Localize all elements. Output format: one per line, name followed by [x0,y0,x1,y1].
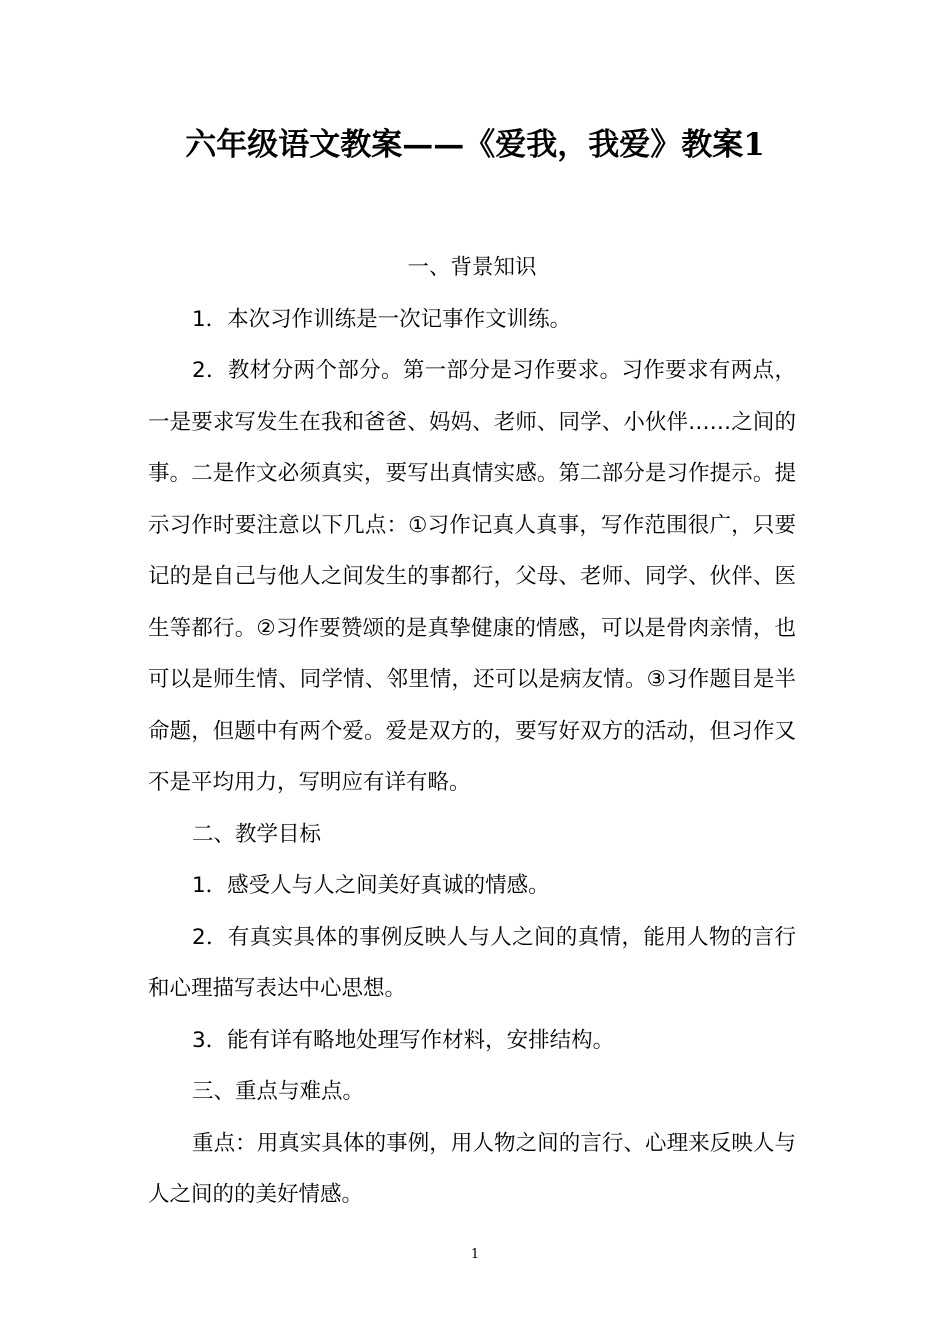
paragraph-goal-2: 2．有真实具体的事例反映人与人之间的真情，能用人物的言行和心理描写表达中心思想。 [148,924,796,1001]
paragraph-background-2: 2．教材分两个部分。第一部分是习作要求。习作要求有两点，一是要求写发生在我和爸爸、妈妈、老师、同学、小伙伴……之间的事。二是作文必须真实，要写出真情实感。第二部分是习作提示。提示习作时要注意以下几点：①习作记真人真事，写作范围很广，只要记的是自己与他人之间发生的事都行，父母、老师、同学、伙伴、医生等都行。②习作要赞颂的是真挚健康的情感，可以是骨肉亲情，也可以是师生情、同学情、邻里情，还可以是病友情。③习作题目是半命题，但题中有两个爱。爱是双方的，要写好双方的活动，但习作又不是平均用力，写明应有详有略。 [148,358,796,795]
paragraph-goal-3: 3．能有详有略地处理写作材料，安排结构。 [192,1027,615,1053]
paragraph-goal-1: 1．感受人与人之间美好真诚的情感。 [192,873,550,898]
paragraph-background-1: 1．本次习作训练是一次记事作文训练。 [192,306,572,332]
section-heading-key-points: 三、重点与难点。 [192,1079,365,1104]
document-body [148,242,796,1221]
document-title: 六年级语文教案——《爱我，我爱》教案1 [185,127,765,163]
paragraph-key-point: 重点：用真实具体的事例，用人物之间的言行、心理来反映人与人之间的的美好情感。 [148,1130,796,1207]
section-heading-teaching-goals: 二、教学目标 [192,821,322,847]
page-number: 1 [470,1247,480,1262]
section-heading-background: 一、背景知识 [407,255,537,280]
